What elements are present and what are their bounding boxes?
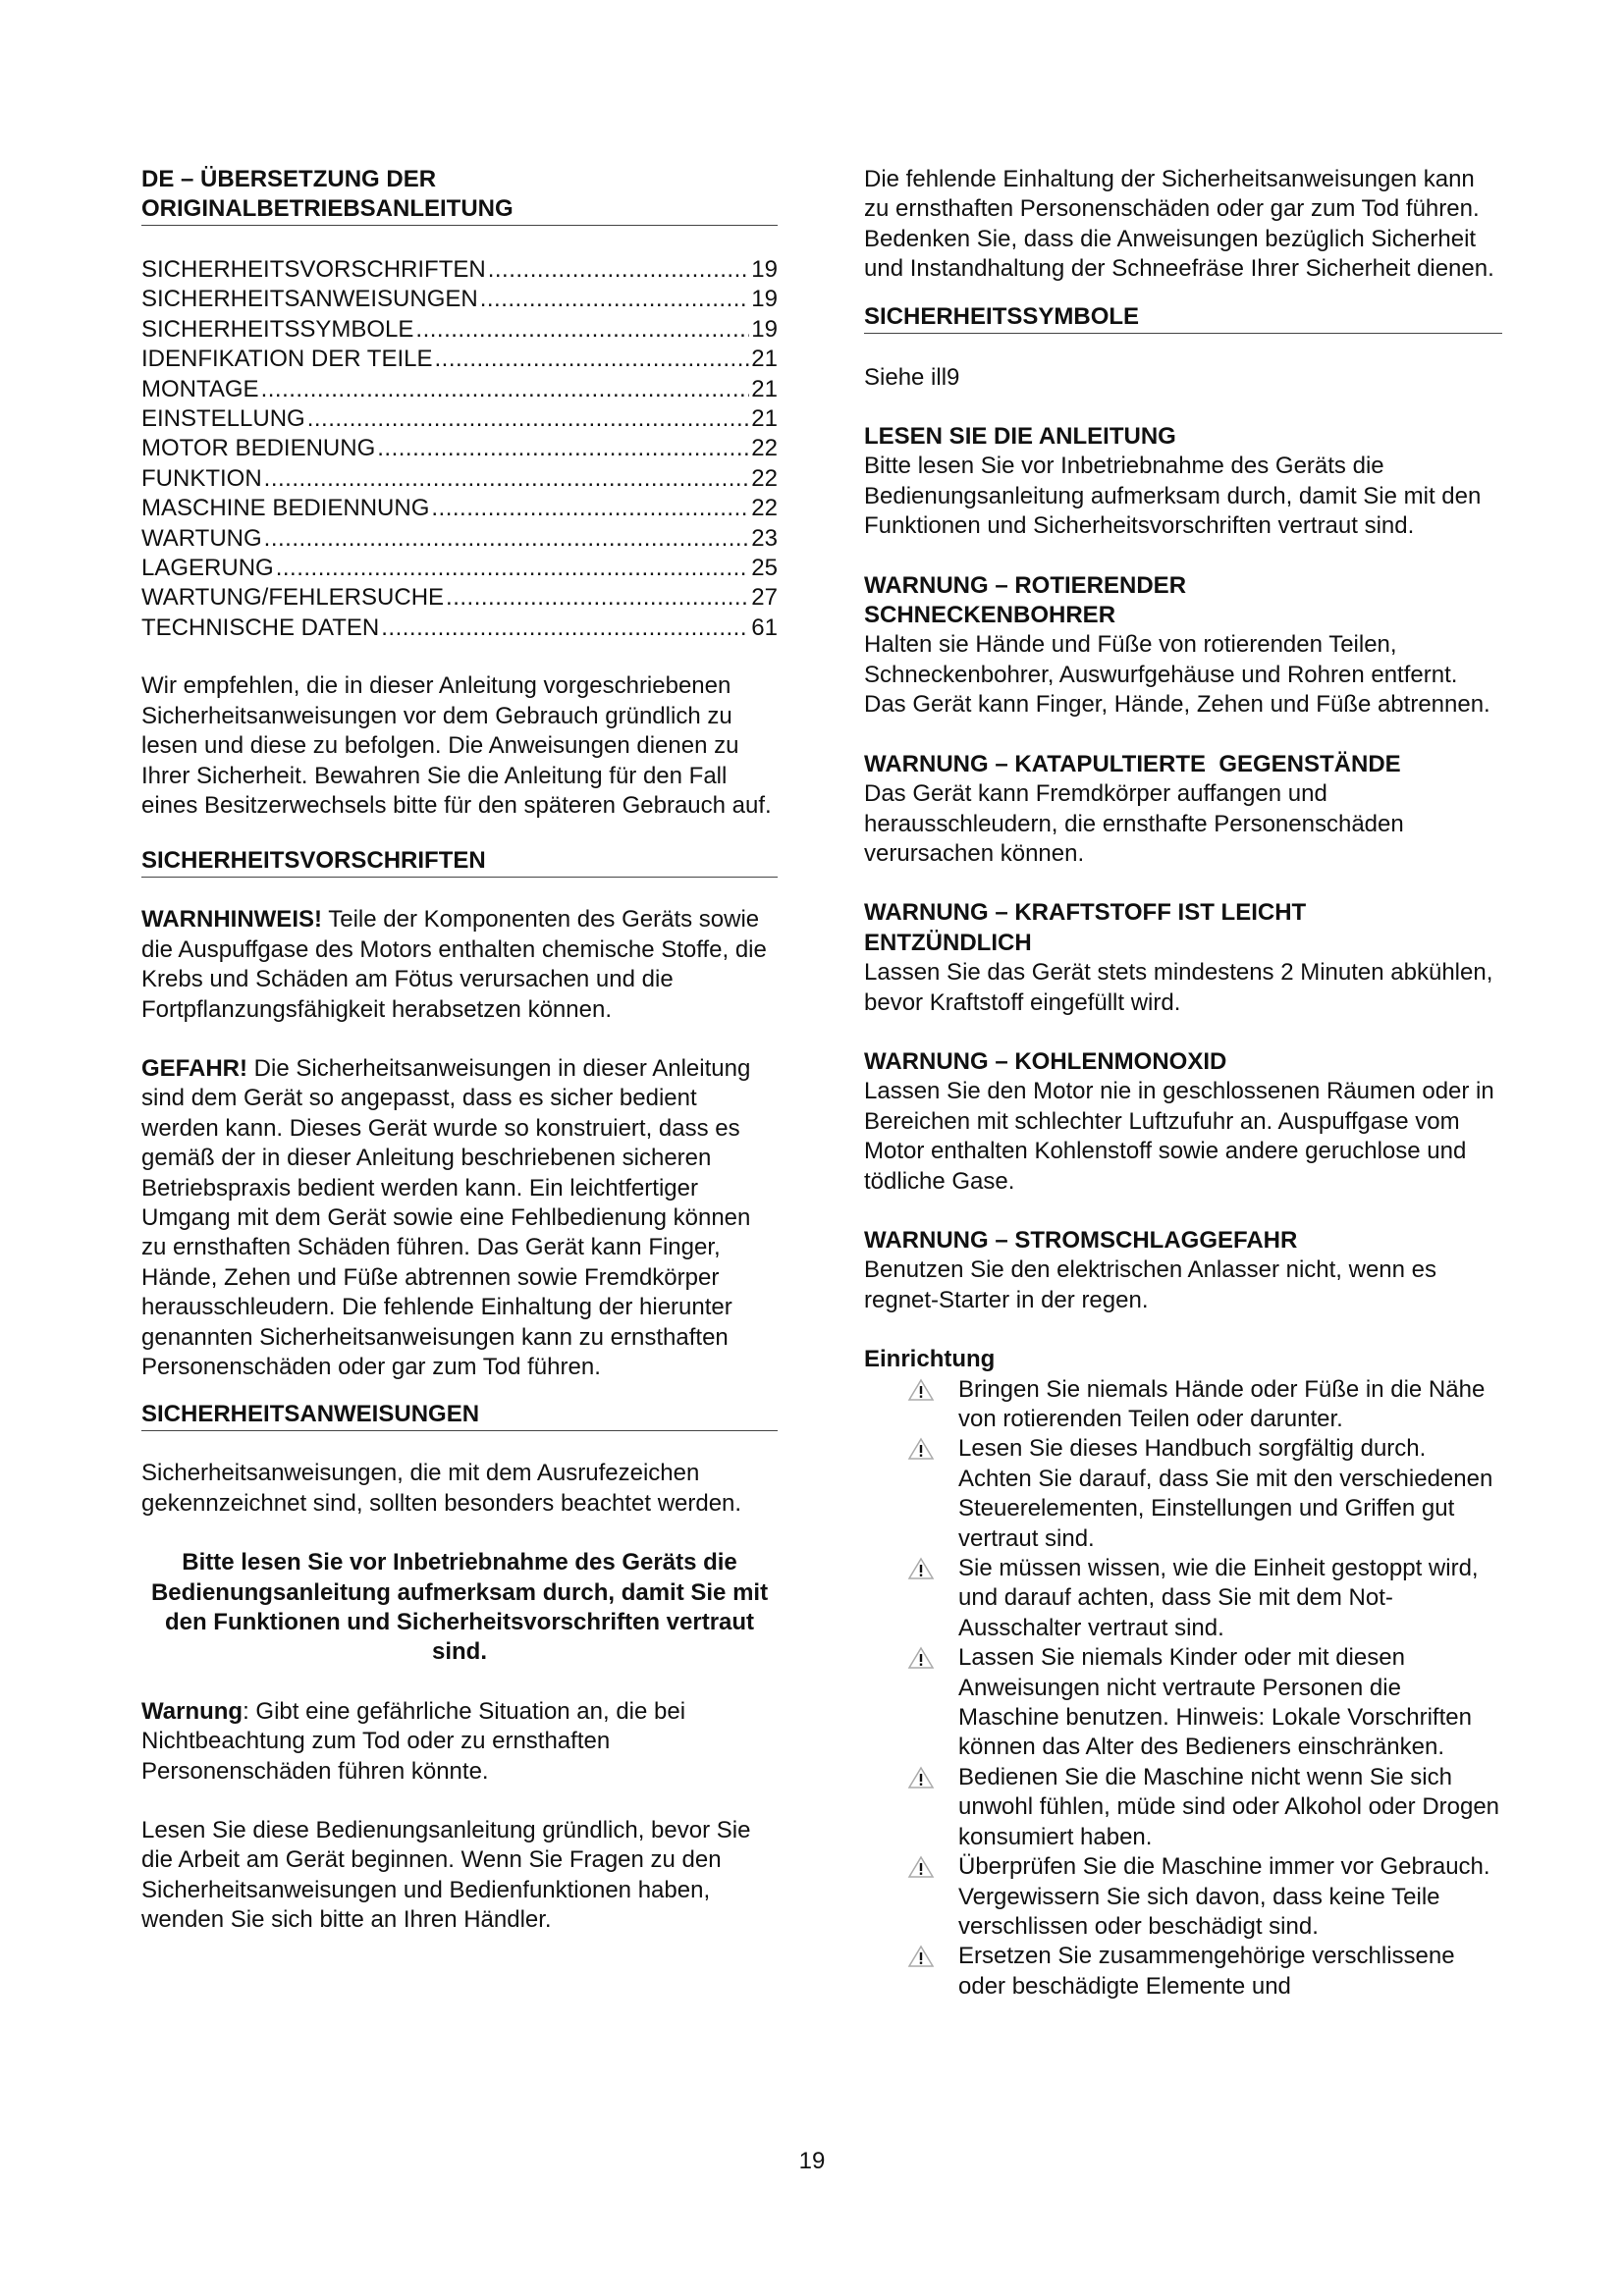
- lesen-heading: LESEN SIE DIE ANLEITUNG: [864, 423, 1176, 451]
- lesen-paragraph: Lesen Sie diese Bedienungsanleitung gründlich, bevor Sie die Arbeit am Gerät beginnen. Wenn Sie Fragen zu den Sicherheitsanweisungen und Bedienfunktionen haben, wenden Sie sich bitte an Ihren Händler.: [141, 1817, 751, 1934]
- toc-row[interactable]: MONTAGE ..... 21: [141, 375, 778, 404]
- warnhinweis-paragraph: WARNHINWEIS! Teile der Komponenten des Geräts sowie die Auspuffgase des Motors enthalten chemische Stoffe, die Krebs und Schäden am Fötus verursachen und die Fortpflanzungsfähigkeit herabsetzen können.: [141, 906, 767, 1023]
- section-heading-vorschriften: SICHERHEITSVORSCHRIFTEN: [141, 846, 778, 878]
- page-number: 19: [798, 2148, 826, 2174]
- toc-row[interactable]: EINSTELLUNG ..... 21: [141, 404, 778, 434]
- kohlenmonoxid-block: WARNUNG – KOHLENMONOXID Lassen Sie den Motor nie in geschlossenen Räumen oder in Bereichen mit schlechter Luftzufuhr an. Auspuffgase vom Motor enthalten Kohlenstoff sowie andere geruchlose und tödliche Gase.: [864, 1047, 1502, 1197]
- warning-list: [864, 1375, 1502, 2002]
- toc-row[interactable]: LAGERUNG ..... 25: [141, 554, 778, 583]
- list-item: Bedienen Sie die Maschine nicht wenn Sie sich unwohl fühlen, müde sind oder Alkohol oder Drogen konsumiert haben.: [864, 1763, 1502, 1852]
- warning-triangle-icon: [907, 1945, 935, 1968]
- rotierend-block: WARNUNG – ROTIERENDER SCHNECKENBOHRER Halten sie Hände und Füße von rotierenden Teilen, Schneckenbohrer, Auswurfgehäuse und Rohren entfernt. Das Gerät kann Finger, Hände, Zehen und Füße abtrennen.: [864, 571, 1502, 721]
- toc-row[interactable]: TECHNISCHE DATEN ..... 61: [141, 614, 778, 643]
- toc-row[interactable]: IDENFIKATION DER TEILE ..... 21: [141, 345, 778, 374]
- stromschlag-block: WARNUNG – STROMSCHLAGGEFAHR Benutzen Sie den elektrischen Anlasser nicht, wenn es regnet-Starter in der regen.: [864, 1226, 1502, 1315]
- toc-row[interactable]: MASCHINE BEDIENNUNG ..... 22: [141, 494, 778, 523]
- toc-row[interactable]: MOTOR BEDIENUNG ..... 22: [141, 434, 778, 463]
- gefahr-paragraph: GEFAHR! Die Sicherheitsanweisungen in dieser Anleitung sind dem Gerät so angepasst, dass es sicher bedient werden kann. Dieses Gerät wurde so konstruiert, dass es gemäß der in dieser Anleitung beschriebenen sicheren Betriebspraxis bedient werden kann. Ein leichtfertiger Umgang mit dem Gerät sowie eine Fehlbedienung können zu ernsthaften Schäden führen. Das Gerät kann Finger, Hände, Zehen und Füße abtrennen sowie Fremdkörper herausschleudern. Die fehlende Einhaltung der hierunter genannten Sicherheitsanweisungen kann zu ernsthaften Personenschäden oder gar zum Tod führen.: [141, 1054, 751, 1380]
- kohlenmonoxid-heading: WARNUNG – KOHLENMONOXID: [864, 1047, 1227, 1075]
- warnung-paragraph: Warnung: Gibt eine gefährliche Situation an, die bei Nichtbeachtung zum Tod oder zu ernsthaften Personenschäden führen könnte.: [141, 1697, 686, 1785]
- list-item: Lesen Sie dieses Handbuch sorgfältig durch. Achten Sie darauf, dass Sie mit den verschiedenen Steuerelementen, Einstellungen und Griffen gut vertraut sind.: [864, 1434, 1502, 1554]
- ausrufezeichen-paragraph: Sicherheitsanweisungen, die mit dem Ausrufezeichen gekennzeichnet sind, sollten besonders beachtet werden.: [141, 1460, 742, 1517]
- lesen-anleitung-block: LESEN SIE DIE ANLEITUNG Bitte lesen Sie vor Inbetriebnahme des Geräts die Bedienungsanleitung aufmerksam durch, damit Sie mit den Funktionen und Sicherheitsvorschriften vertraut sind.: [864, 422, 1502, 542]
- document-title: DE – ÜBERSETZUNG DER ORIGINALBETRIEBSANLEITUNG: [141, 165, 778, 226]
- section-heading-anweisungen: SICHERHEITSANWEISUNGEN: [141, 1400, 778, 1431]
- kraftstoff-heading: WARNUNG – KRAFTSTOFF IST LEICHT ENTZÜNDLICH: [864, 899, 1307, 956]
- warning-triangle-icon: [907, 1437, 935, 1461]
- left-column: [141, 165, 778, 1936]
- toc-row[interactable]: FUNKTION ..... 22: [141, 464, 778, 494]
- toc-row[interactable]: SICHERHEITSANWEISUNGEN ..... 19: [141, 285, 778, 314]
- toc-row[interactable]: WARTUNG/FEHLERSUCHE ..... 27: [141, 583, 778, 613]
- list-item: Überprüfen Sie die Maschine immer vor Gebrauch. Vergewissern Sie sich davon, dass keine Teile verschlissen oder beschädigt sind.: [864, 1852, 1502, 1942]
- bitte-lesen-notice: Bitte lesen Sie vor Inbetriebnahme des Geräts die Bedienungsanleitung aufmerksam durch, damit Sie mit den Funktionen und Sicherheitsvorschriften vertraut sind.: [150, 1549, 769, 1666]
- warning-triangle-icon: [907, 1557, 935, 1580]
- section-heading-symbole: SICHERHEITSSYMBOLE: [864, 302, 1502, 334]
- fehlende-paragraph: Die fehlende Einhaltung der Sicherheitsanweisungen kann zu ernsthaften Personenschäden oder gar zum Tod führen. Bedenken Sie, dass die Anweisungen bezüglich Sicherheit und Instandhaltung der Schneefräse Ihrer Sicherheit dienen.: [864, 166, 1494, 283]
- right-column: [864, 165, 1502, 2002]
- toc-row[interactable]: SICHERHEITSSYMBOLE ..... 19: [141, 315, 778, 345]
- list-item: Lassen Sie niemals Kinder oder mit diesen Anweisungen nicht vertraute Personen die Maschine benutzen. Hinweis: Lokale Vorschriften können das Alter des Bedieners einschränken.: [864, 1643, 1502, 1763]
- kraftstoff-block: WARNUNG – KRAFTSTOFF IST LEICHT ENTZÜNDLICH Lassen Sie das Gerät stets mindestens 2 Minuten abkühlen, bevor Kraftstoff eingefüllt wird.: [864, 898, 1502, 1018]
- warning-triangle-icon: [907, 1855, 935, 1879]
- warning-triangle-icon: [907, 1646, 935, 1670]
- warnung-label: Warnung: [141, 1697, 244, 1725]
- einrichtung-heading: Einrichtung: [864, 1346, 996, 1373]
- katapultiert-heading: WARNUNG – KATAPULTIERTE GEGENSTÄNDE: [864, 750, 1401, 777]
- toc-row[interactable]: SICHERHEITSVORSCHRIFTEN ..... 19: [141, 255, 778, 285]
- list-item: Sie müssen wissen, wie die Einheit gestoppt wird, und darauf achten, dass Sie mit dem Not-Ausschalter vertraut sind.: [864, 1554, 1502, 1643]
- gefahr-label: GEFAHR!: [141, 1054, 247, 1082]
- katapultiert-block: WARNUNG – KATAPULTIERTE GEGENSTÄNDE Das Gerät kann Fremdkörper auffangen und herausschleudern, die ernsthafte Personenschäden verursachen können.: [864, 750, 1502, 870]
- warning-triangle-icon: [907, 1766, 935, 1789]
- warning-triangle-icon: [907, 1378, 935, 1402]
- stromschlag-heading: WARNUNG – STROMSCHLAGGEFAHR: [864, 1226, 1298, 1254]
- list-item: Ersetzen Sie zusammengehörige verschlissene oder beschädigte Elemente und: [864, 1942, 1502, 2002]
- rotierend-heading: WARNUNG – ROTIERENDER SCHNECKENBOHRER: [864, 571, 1187, 629]
- einrichtung-block: [864, 1345, 1502, 2002]
- list-item: Bringen Sie niemals Hände oder Füße in die Nähe von rotierenden Teilen oder darunter.: [864, 1375, 1502, 1435]
- warnhinweis-label: WARNHINWEIS!: [141, 906, 322, 934]
- intro-paragraph: Wir empfehlen, die in dieser Anleitung vorgeschriebenen Sicherheitsanweisungen vor dem Gebrauch gründlich zu lesen und diese zu befolgen. Die Anweisungen dienen zu Ihrer Sicherheit. Bewahren Sie die Anleitung für den Fall eines Besitzerwechsels bitte für den späteren Gebrauch auf.: [141, 672, 772, 819]
- siehe-text: Siehe ill9: [864, 363, 960, 391]
- table-of-contents: [141, 255, 778, 643]
- toc-row[interactable]: WARTUNG ..... 23: [141, 524, 778, 554]
